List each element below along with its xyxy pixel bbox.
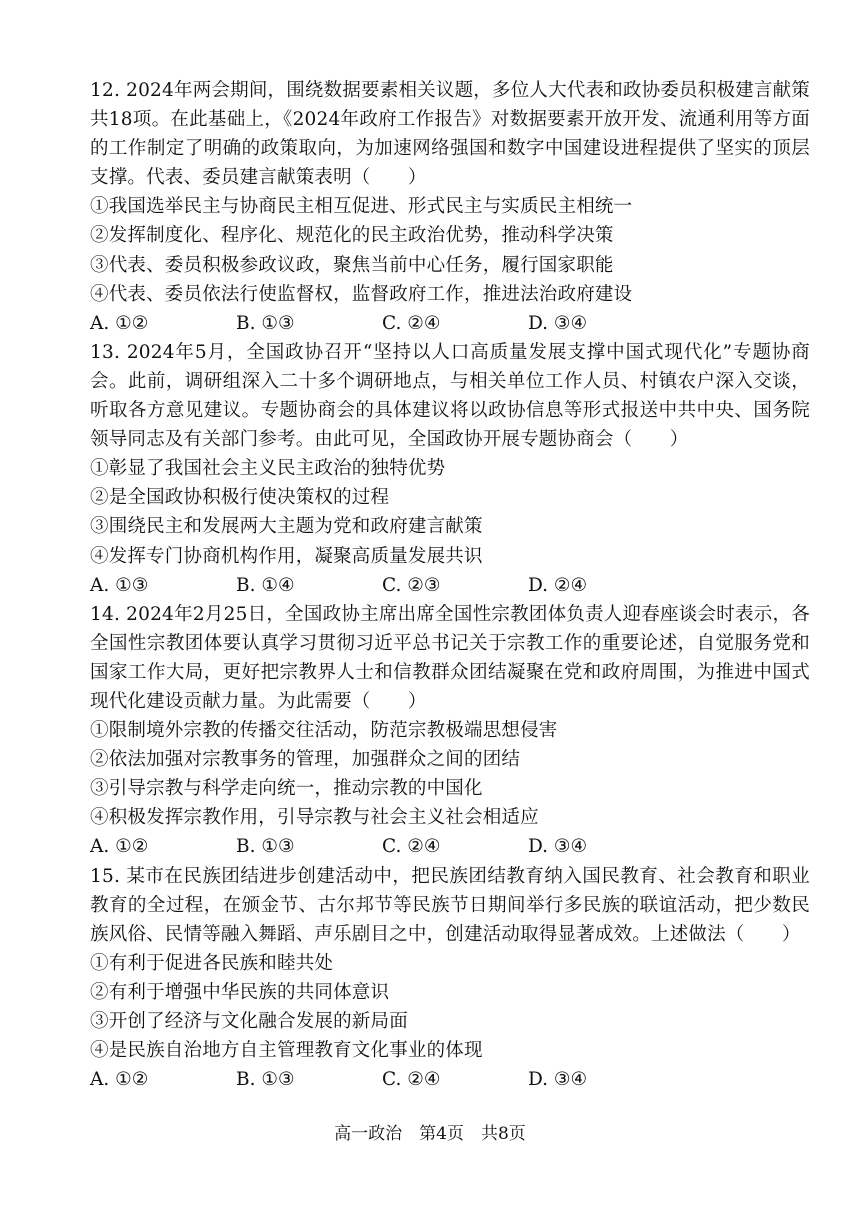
question-stem-line: 的工作制定了明确的政策取向，为加速网络强国和数字中国建设进程提供了坚实的顶层 (90, 138, 810, 160)
answer-choice-d: D. ③④ (528, 312, 588, 334)
question-14 (90, 600, 810, 862)
option-item: ④代表、委员依法行使监督权，监督政府工作，推进法治政府建设 (90, 283, 633, 305)
question-stem-line: 族风俗、民情等融入舞蹈、声乐剧目之中，创建活动取得显著成效。上述做法（ ） (90, 923, 801, 945)
question-stem-line: 14. 2024年2月25日，全国政协主席出席全国性宗教团体负责人迎春座谈会时表示，各 (90, 603, 810, 625)
answer-choice-b: B. ①③ (236, 312, 295, 334)
question-stem-line: 15. 某市在民族团结进步创建活动中，把民族团结教育纳入国民教育、社会教育和职业 (90, 865, 810, 887)
answer-choice-a: A. ①② (90, 312, 149, 334)
question-stem-line: 共18项。在此基础上，《2024年政府工作报告》对数据要素开放开发、流通利用等方面 (90, 109, 810, 131)
option-item: ③围绕民主和发展两大主题为党和政府建言献策 (90, 516, 483, 538)
answer-choices (90, 832, 810, 861)
option-item: ③代表、委员积极参政议政，聚焦当前中心任务，履行国家职能 (90, 254, 614, 276)
question-12 (90, 76, 810, 338)
question-stem-line: 支撑。代表、委员建言献策表明（ ） (90, 167, 427, 189)
option-item: ②发挥制度化、程序化、规范化的民主政治优势，推动科学决策 (90, 225, 614, 247)
question-13 (90, 338, 810, 600)
page-footer: 高一政治 第4页 共8页 (334, 1124, 526, 1144)
answer-choice-b: B. ①③ (236, 836, 295, 858)
question-stem-line: 国家工作大局，更好把宗教界人士和信教群众团结凝聚在党和政府周围，为推进中国式 (90, 661, 810, 683)
answer-choice-d: D. ②④ (528, 574, 588, 596)
question-stem-line: 听取各方意见建议。专题协商会的具体建议将以政协信息等形式报送中共中央、国务院 (90, 400, 810, 422)
answer-choice-c: C. ②④ (382, 312, 441, 334)
option-item: ①限制境外宗教的传播交往活动，防范宗教极端思想侵害 (90, 720, 558, 742)
answer-choices (90, 309, 810, 338)
option-item: ②是全国政协积极行使决策权的过程 (90, 487, 390, 509)
answer-choice-b: B. ①③ (236, 1069, 295, 1091)
answer-choice-d: D. ③④ (528, 836, 588, 858)
answer-choices (90, 1065, 810, 1094)
question-stem-line: 13. 2024年5月，全国政协召开“坚持以人口高质量发展支撑中国式现代化”专题协商 (90, 341, 810, 363)
answer-choice-c: C. ②③ (382, 574, 441, 596)
question-15 (90, 862, 810, 1095)
question-stem-line: 12. 2024年两会期间，围绕数据要素相关议题，多位人大代表和政协委员积极建言献策 (90, 80, 810, 101)
answer-choice-c: C. ②④ (382, 836, 441, 858)
answer-choice-b: B. ①④ (236, 574, 295, 596)
option-item: ④积极发挥宗教作用，引导宗教与社会主义社会相适应 (90, 807, 539, 829)
question-stem-line: 会。此前，调研组深入二十多个调研地点，与相关单位工作人员、村镇农户深入交谈， (90, 370, 810, 392)
option-item: ④是民族自治地方自主管理教育文化事业的体现 (90, 1040, 483, 1062)
option-item: ①我国选举民主与协商民主相互促进、形式民主与实质民主相统一 (90, 196, 633, 218)
question-stem-line: 教育的全过程，在颁金节、古尔邦节等民族节日期间举行多民族的联谊活动，把少数民 (90, 894, 810, 916)
answer-choice-c: C. ②④ (382, 1069, 441, 1091)
question-stem-line: 全国性宗教团体要认真学习贯彻习近平总书记关于宗教工作的重要论述，自觉服务党和 (90, 632, 810, 654)
answer-choice-a: A. ①② (90, 836, 149, 858)
answer-choice-d: D. ③④ (528, 1069, 588, 1091)
answer-choice-a: A. ①② (90, 1069, 149, 1091)
option-item: ③开创了经济与文化融合发展的新局面 (90, 1011, 408, 1032)
question-stem-line: 领导同志及有关部门参考。由此可见，全国政协开展专题协商会（ ） (90, 429, 689, 451)
option-item: ②有利于增强中华民族的共同体意识 (90, 981, 390, 1003)
option-item: ④发挥专门协商机构作用，凝聚高质量发展共识 (90, 545, 483, 567)
option-item: ②依法加强对宗教事务的管理，加强群众之间的团结 (90, 749, 521, 771)
answer-choices (90, 571, 810, 600)
question-stem-line: 现代化建设贡献力量。为此需要（ ） (90, 690, 427, 712)
answer-choice-a: A. ①③ (90, 574, 149, 596)
option-item: ①彰显了我国社会主义民主政治的独特优势 (90, 458, 446, 480)
option-item: ③引导宗教与科学走向统一，推动宗教的中国化 (90, 778, 483, 800)
option-item: ①有利于促进各民族和睦共处 (90, 952, 334, 974)
question-list (90, 76, 810, 1094)
